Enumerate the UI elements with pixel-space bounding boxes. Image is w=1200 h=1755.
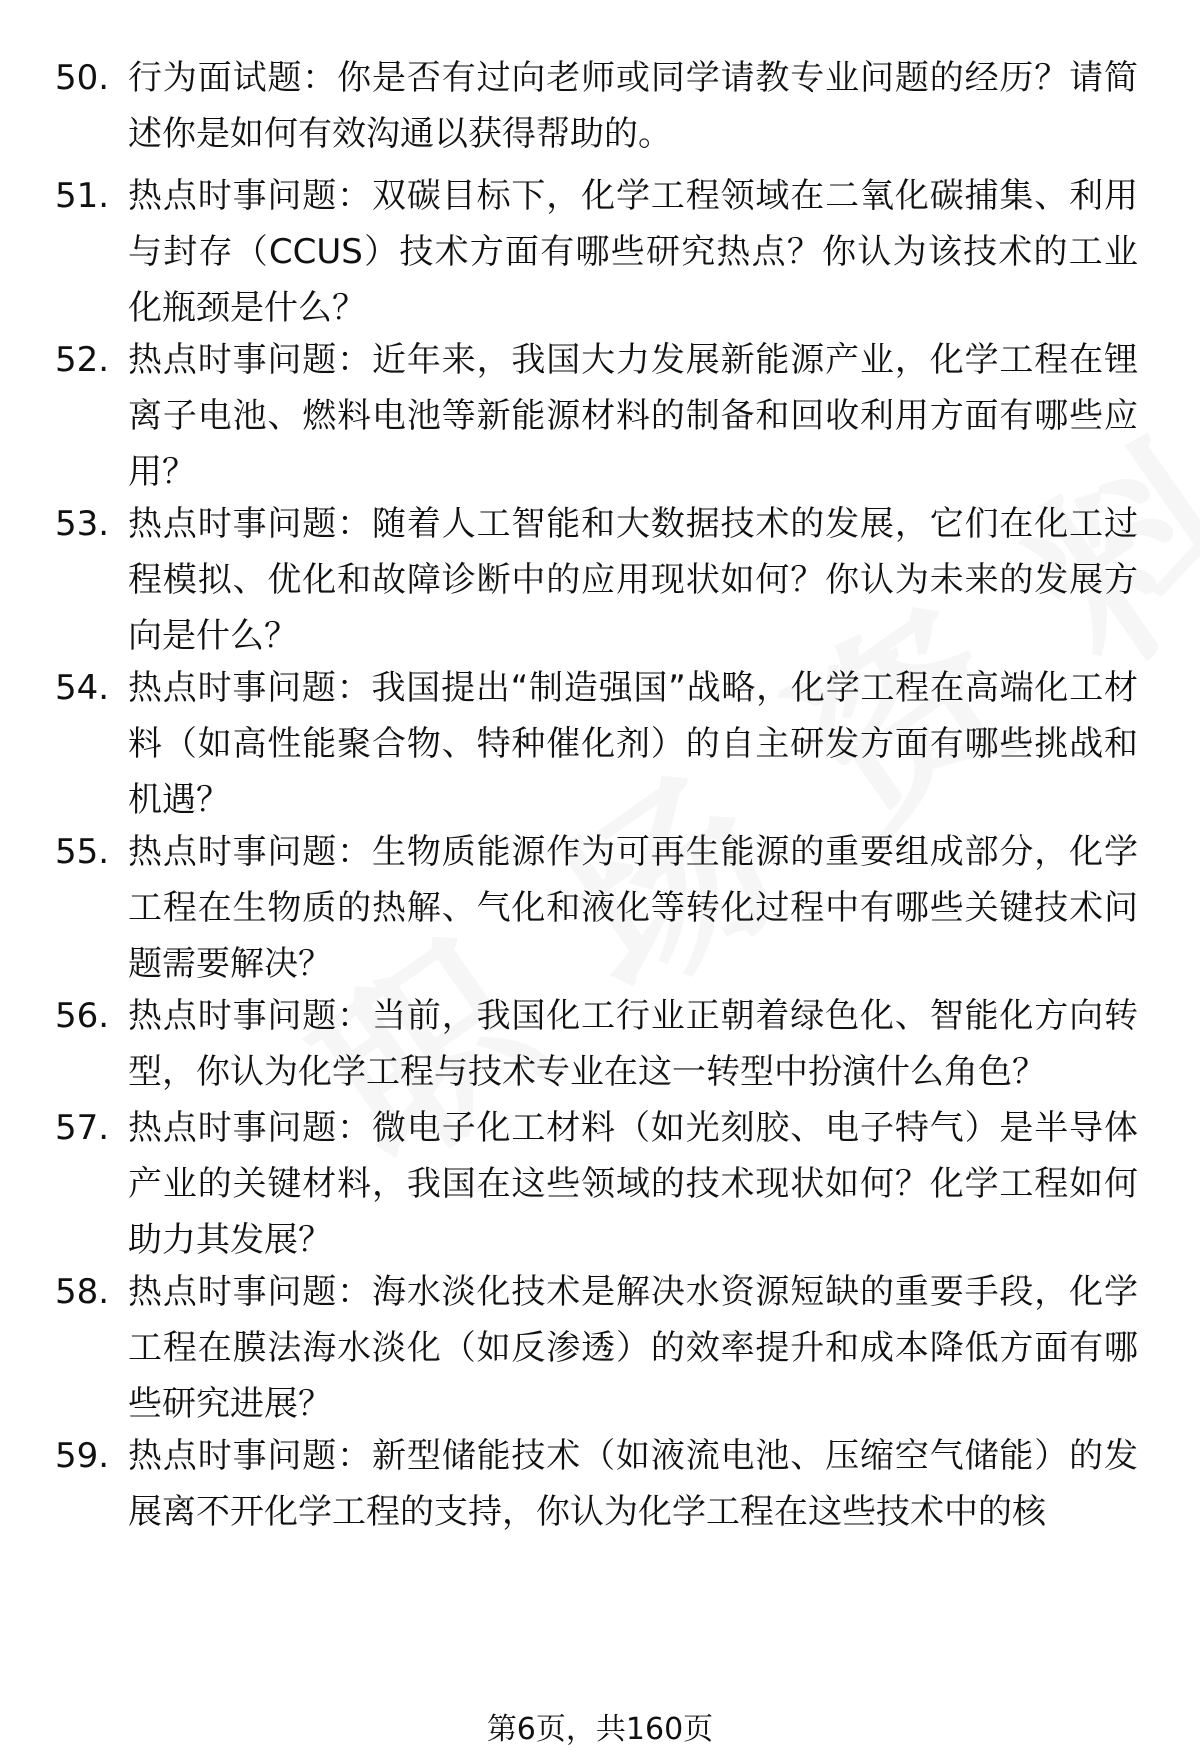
question-text: 热点时事问题：我国提出“制造强国”战略，化学工程在高端化工材料（如高性能聚合物、特种催化剂）的自主研发方面有哪些挑战和机遇？ <box>128 668 1138 820</box>
question-text: 热点时事问题：海水淡化技术是解决水资源短缺的重要手段，化学工程在膜法海水淡化（如反渗透）的效率提升和成本降低方面有哪些研究进展？ <box>128 1272 1138 1424</box>
question-number: 51. <box>55 176 110 216</box>
question-text: 热点时事问题：生物质能源作为可再生能源的重要组成部分，化学工程在生物质的热解、气化和液化等转化过程中有哪些关键技术问题需要解决？ <box>128 832 1138 984</box>
question-number: 59. <box>55 1436 110 1476</box>
question-number: 54. <box>55 668 110 708</box>
question-number: 56. <box>55 996 110 1036</box>
page-footer: 第6页，共160页 <box>486 1712 714 1747</box>
question-text: 行为面试题：你是否有过向老师或同学请教专业问题的经历？请简述你是如何有效沟通以获得帮助的。 <box>128 58 1138 154</box>
question-number: 57. <box>55 1108 110 1148</box>
question-number: 55. <box>55 832 110 872</box>
question-text: 热点时事问题：新型储能技术（如液流电池、压缩空气储能）的发展离不开化学工程的支持，你认为化学工程在这些技术中的核 <box>128 1436 1138 1532</box>
question-number: 53. <box>55 504 110 544</box>
question-text: 热点时事问题：微电子化工材料（如光刻胶、电子特气）是半导体产业的关键材料，我国在这些领域的技术现状如何？化学工程如何助力其发展？ <box>128 1108 1138 1260</box>
question-text: 热点时事问题：随着人工智能和大数据技术的发展，它们在化工过程模拟、优化和故障诊断中的应用现状如何？你认为未来的发展方向是什么？ <box>128 504 1138 656</box>
question-number: 50. <box>55 58 110 98</box>
question-text: 热点时事问题：双碳目标下，化学工程领域在二氧化碳捕集、利用与封存（CCUS）技术方面有哪些研究热点？你认为该技术的工业化瓶颈是什么？ <box>128 176 1138 328</box>
question-number: 52. <box>55 340 110 380</box>
question-text: 热点时事问题：当前，我国化工行业正朝着绿色化、智能化方向转型，你认为化学工程与技术专业在这一转型中扮演什么角色？ <box>128 996 1138 1092</box>
question-number: 58. <box>55 1272 110 1312</box>
question-text: 热点时事问题：近年来，我国大力发展新能源产业，化学工程在锂离子电池、燃料电池等新能源材料的制备和回收利用方面有哪些应用？ <box>128 340 1138 492</box>
